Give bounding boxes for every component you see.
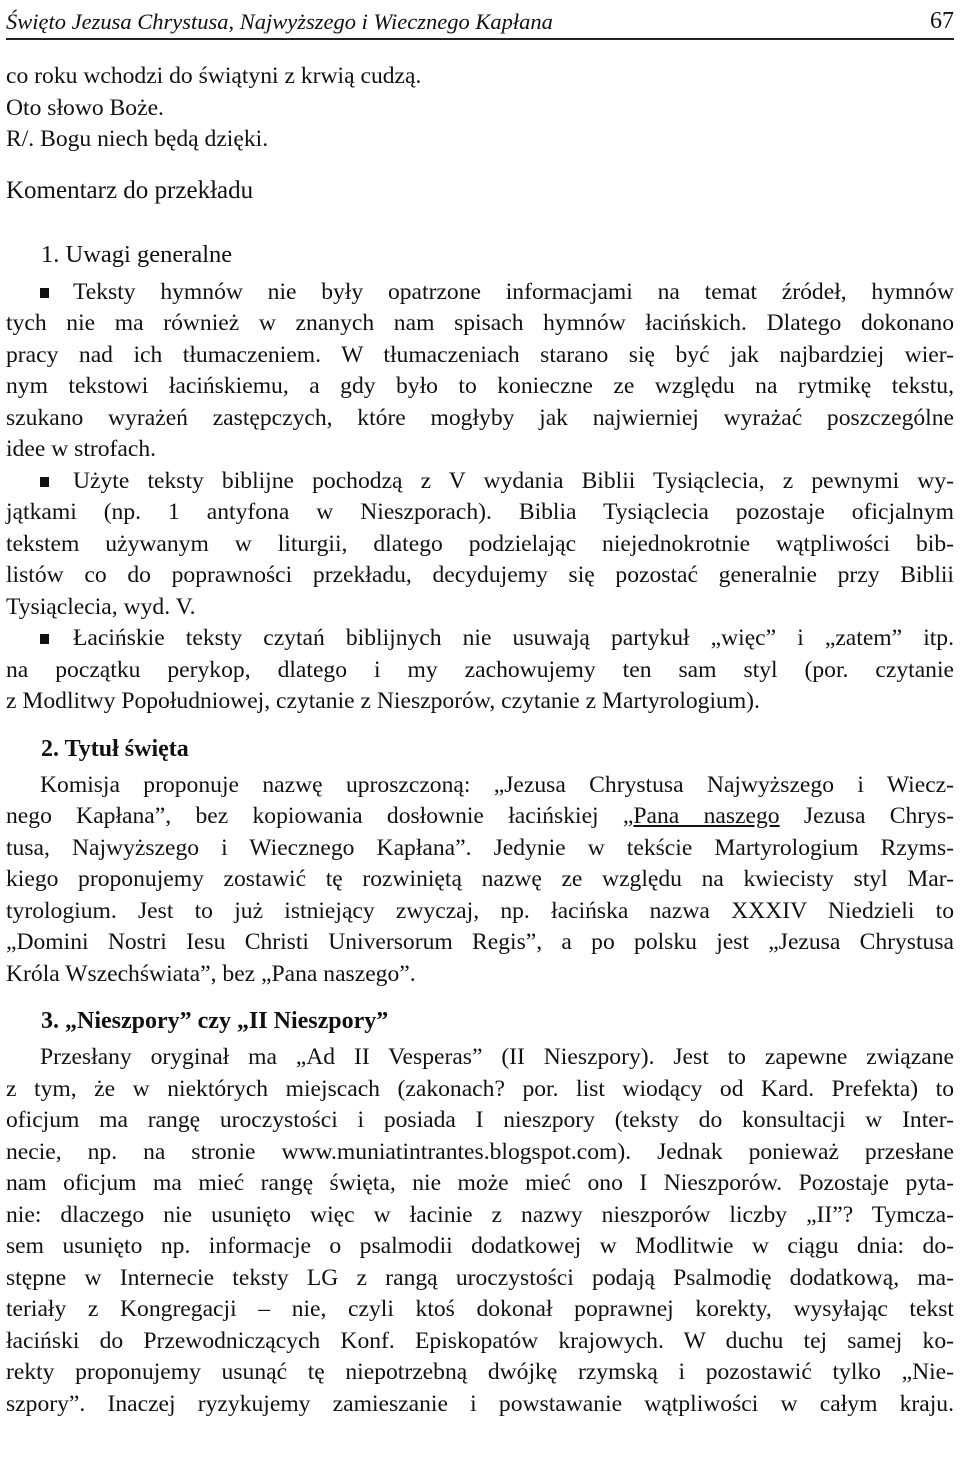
- page-content: [6, 61, 954, 1420]
- running-header: [6, 2, 954, 40]
- underlined-phrase: Pana naszego: [633, 803, 780, 829]
- section-2-line: Komisja proponuje nazwę uproszczoną: „Jezusa Chrystusa Najwyższego i Wiecz-: [40, 771, 954, 798]
- bullet-2-line: Tysiąclecia, wyd. V.: [6, 593, 196, 620]
- bullet-3-line: z Modlitwy Popołudniowej, czytanie z Nieszporów, czytanie z Martyrologium).: [6, 688, 760, 714]
- bullet-square-icon: [40, 477, 49, 487]
- section-2-line: „Domini Nostri Iesu Christi Universorum Regis”, a po polsku jest „Jezusa Chrystusa: [6, 929, 954, 955]
- section-3-line: z tym, że w niektórych miejscach (zakonach? por. list wiodący od Kard. Prefekta) to: [6, 1075, 954, 1102]
- section-2-line: tyrologium. Jest to już istniejący zwyczaj, np. łacińska nazwa XXXIV Niedzieli to: [6, 897, 954, 924]
- bullet-1-line: pracy nad ich tłumaczeniem. W tłumaczeniach starano się być jak najbardziej wier-: [6, 341, 954, 368]
- section-3-body: [6, 1042, 954, 1420]
- section-3-line: Przesłany oryginał ma „Ad II Vesperas” (II Nieszpory). Jest to zapewne związane: [40, 1044, 954, 1070]
- bullet-2-line: tekstem używanym w liturgii, dlatego podzielając niejednokrotnie wątpliwości bib-: [6, 530, 954, 557]
- section-3-line: necie, np. na stronie www.muniatintrantes.blogspot.com). Jednak ponieważ przesłane: [6, 1138, 954, 1165]
- bullet-1-line: szukano wyrażeń zastępczych, które mogłyby jak najwierniej wyrażać poszczególne: [6, 404, 954, 431]
- section-3-line: nam oficjum ma mieć rangę święta, nie może mieć ono I Nieszporów. Pozostaje pyta-: [6, 1170, 954, 1196]
- section-3-line: łaciński do Przewodniczących Konf. Episkopatów krajowych. W duchu tej samej ko-: [6, 1327, 954, 1354]
- section-3-line: rekty proponujemy usunąć tę niepotrzebną dwójkę rzymską i pozostawić tylko „Nie-: [6, 1359, 954, 1385]
- section-3-line: sem usunięto np. informacje o psalmodii dodatkowej w Modlitwie w ciągu dnia: do-: [6, 1233, 954, 1259]
- bullet-1-line: idee w strofach.: [6, 436, 157, 462]
- section-2-line: nego Kapłana”, bez kopiowania dosłownie łacińskiej „: [6, 803, 634, 829]
- intro-line: co roku wchodzi do świątyni z krwią cudzą.: [6, 63, 422, 89]
- bullet-3-line: Łacińskie teksty czytań biblijnych nie usuwają partykuł „więc” i „zatem” itp.: [73, 625, 954, 651]
- intro-line: Oto słowo Boże.: [6, 94, 164, 121]
- intro-line: R/. Bogu niech będą dzięki.: [6, 126, 269, 152]
- section-2-heading: 2. Tytuł święta: [41, 735, 189, 762]
- bullet-2-line: jątkami (np. 1 antyfona w Nieszporach). Biblia Tysiąclecia pozostaje oficjalnym: [6, 499, 954, 525]
- page-number: 67: [930, 8, 954, 34]
- section-3-line: nie: dlaczego nie usunięto więc w łacinie z nazwy nieszporów liczby „II”? Tymcza-: [6, 1201, 954, 1228]
- bullet-2: [6, 466, 954, 624]
- commentary-heading: Komentarz do przekładu: [6, 176, 254, 204]
- section-3-line: oficjum ma rangę uroczystości i posiada I nieszpory (teksty do konsultacji w Inter-: [6, 1107, 954, 1133]
- section-3-line: szpory”. Inaczej ryzykujemy zamieszanie i powstawanie wątpliwości w całym kraju.: [6, 1390, 954, 1417]
- section-3-heading: 3. „Nieszpory” czy „II Nieszpory”: [41, 1008, 389, 1034]
- bullet-1-line: nym tekstowi łacińskiemu, a gdy było to konieczne ze względu na rytmikę tekstu,: [6, 373, 954, 399]
- section-2-body: [6, 770, 954, 991]
- section-2-line: tusa, Najwyższego i Wiecznego Kapłana”. Jedynie w tekście Martyrologium Rzyms-: [6, 834, 954, 861]
- running-title: Święto Jezusa Chrystusa, Najwyższego i Wiecznego Kapłana: [6, 9, 553, 34]
- bullet-square-icon: [40, 288, 49, 298]
- bullet-1-line: tych nie ma również w znanych nam spisach hymnów łacińskich. Dlatego dokonano: [6, 310, 954, 336]
- section-2-line: Króla Wszechświata”, bez „Pana naszego”.: [6, 960, 416, 987]
- bullet-1-line: Teksty hymnów nie były opatrzone informacjami na temat źródeł, hymnów: [73, 278, 954, 305]
- bullet-3-line: na początku perykop, dlatego i my zachowujemy ten sam styl (por. czytanie: [6, 656, 954, 683]
- bullet-square-icon: [40, 634, 49, 644]
- bullet-2-line: listów co do poprawności przekładu, decydujemy się pozostać generalnie przy Biblii: [6, 562, 954, 588]
- section-2-line: Jezusa Chrys-: [779, 803, 955, 829]
- section-2-line: kiego proponujemy zostawić tę rozwiniętą nazwę ze względu na kwiecisty styl Mar-: [6, 866, 954, 892]
- section-1-heading: 1. Uwagi generalne: [41, 240, 233, 268]
- section-3-line: teriały z Kongregacji – nie, czyli ktoś dokonał poprawnej korekty, wysyłając tekst: [6, 1296, 954, 1322]
- bullet-2-line: Użyte teksty biblijne pochodzą z V wydania Biblii Tysiąclecia, z pewnymi wy-: [73, 467, 954, 494]
- section-3-line: stępne w Internecie teksty LG z rangą uroczystości podają Psalmodię dodatkową, ma-: [6, 1264, 954, 1291]
- bullet-1: [6, 277, 954, 466]
- bullet-3: [6, 623, 954, 718]
